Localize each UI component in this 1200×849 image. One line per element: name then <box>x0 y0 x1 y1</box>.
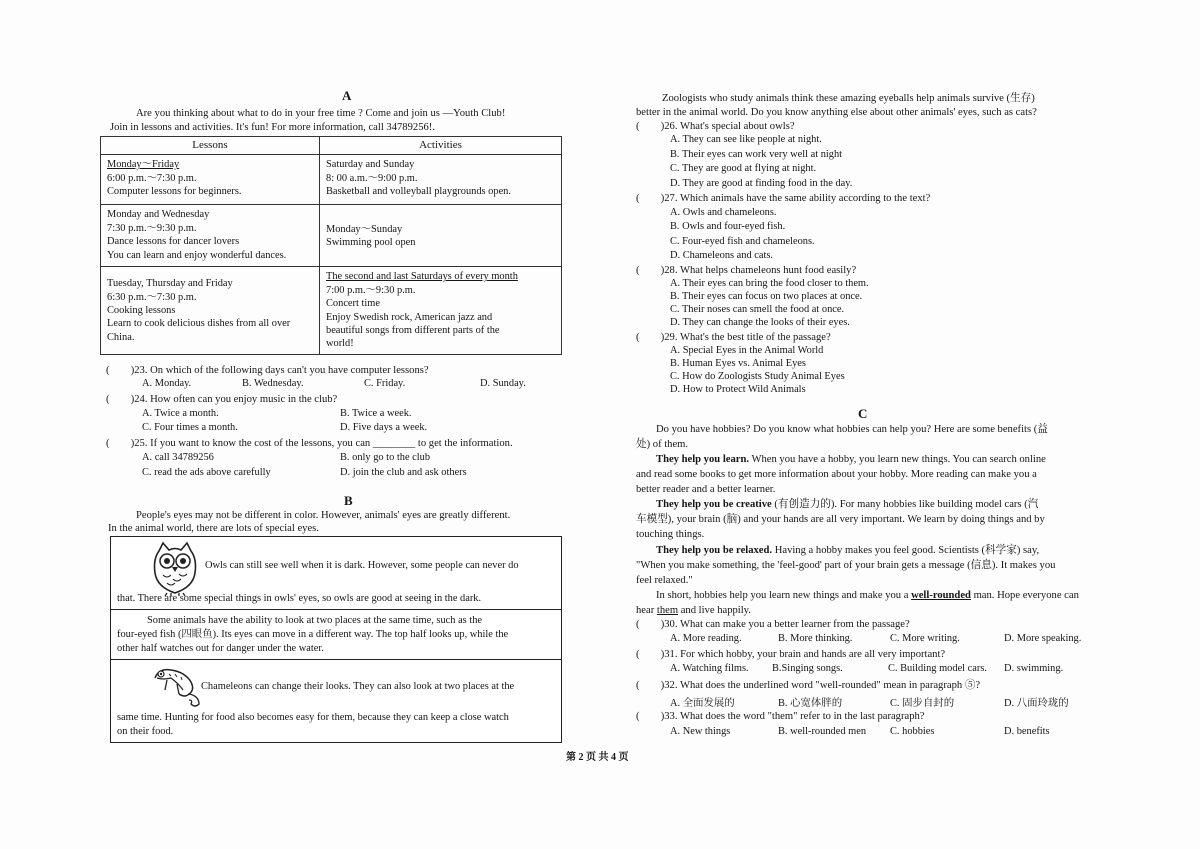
benefit-relaxed-line-3: feel relaxed." <box>636 575 693 586</box>
conclusion-text-d: and live happily. <box>678 605 751 616</box>
well-rounded-word: well-rounded <box>911 590 971 601</box>
benefit-creative-line-3: touching things. <box>636 529 705 540</box>
cell-line: 7:30 p.m.～9:30 p.m. <box>107 222 197 234</box>
cell-line: Dance lessons for dancer lovers <box>107 236 240 248</box>
section-a-intro-1: Are you thinking about what to do in your free time ? Come and join us —Youth Club! <box>136 108 506 119</box>
benefit-learn-line-3: better reader and a better learner. <box>636 484 776 495</box>
conclusion-text-c: hear <box>636 605 657 616</box>
q30-option-a[interactable]: A. More reading. <box>670 633 742 644</box>
q31-option-c[interactable]: C. Building model cars. <box>888 663 987 674</box>
q31-option-d[interactable]: D. swimming. <box>1004 663 1064 674</box>
zoologist-line-1: Zoologists who study animals think these amazing eyeballs help animals survive (生存) <box>662 93 1035 104</box>
q27-option-b[interactable]: B. Owls and four-eyed fish. <box>670 221 786 232</box>
q29-option-a[interactable]: A. Special Eyes in the Animal World <box>670 345 824 356</box>
q27-option-d[interactable]: D. Chameleons and cats. <box>670 250 774 261</box>
cell-line: Basketball and volleyball playgrounds open. <box>326 186 511 198</box>
club-schedule-table <box>100 136 562 355</box>
section-a-heading: A <box>342 88 352 103</box>
section-c-heading: C <box>858 406 868 421</box>
section-b-intro-1: People's eyes may not be different in color. However, animals' eyes are greatly different. <box>136 510 511 521</box>
q32-option-c[interactable]: C. 固步自封的 <box>890 698 955 709</box>
conclusion-text-a: In short, hobbies help you learn new things and make you a <box>656 590 912 601</box>
benefit-creative-text: (有创造力的). For many hobbies like building model cars (汽 <box>771 499 1039 510</box>
q30-option-c[interactable]: C. More writing. <box>890 633 960 644</box>
owl-text-line-1: Owls can still see well when it is dark. However, some people can never do <box>205 560 519 571</box>
q27-option-a[interactable]: A. Owls and chameleons. <box>670 207 777 218</box>
question-25-stem: ( )25. If you want to know the cost of the lessons, you can ________ to get the information. <box>106 438 513 449</box>
q25-option-d[interactable]: D. join the club and ask others <box>340 467 467 478</box>
zoologist-line-2: better in the animal world. Do you know anything else about other animals' eyes, such as cats? <box>636 107 1037 118</box>
cell-line: Monday～Friday <box>107 159 180 171</box>
q24-option-d[interactable]: D. Five days a week. <box>340 422 428 433</box>
section-b-heading: B <box>344 493 353 508</box>
q24-option-b[interactable]: B. Twice a week. <box>340 408 412 419</box>
question-24-stem: ( )24. How often can you enjoy music in the club? <box>106 394 338 405</box>
q30-option-b[interactable]: B. More thinking. <box>778 633 853 644</box>
q23-option-c[interactable]: C. Friday. <box>364 378 406 389</box>
cell-line: world! <box>326 338 354 350</box>
q24-option-a[interactable]: A. Twice a month. <box>142 408 219 419</box>
q33-option-b[interactable]: B. well-rounded men <box>778 726 867 737</box>
question-32-stem: ( )32. What does the underlined word "well-rounded" mean in paragraph ⑤? <box>636 680 981 691</box>
lesson-cell <box>101 155 320 205</box>
page-number: 第 2 页 共 4 页 <box>566 752 629 763</box>
owl-text-line-2: that. There are some special things in owls' eyes, so owls are good at seeing in the dark. <box>117 593 482 604</box>
conclusion-line-1 <box>656 589 1079 603</box>
q23-option-d[interactable]: D. Sunday. <box>480 378 526 389</box>
q33-option-d[interactable]: D. benefits <box>1004 726 1050 737</box>
table-row <box>101 205 562 267</box>
cell-line: 6:00 p.m.～7:30 p.m. <box>107 172 197 184</box>
q23-option-a[interactable]: A. Monday. <box>142 378 192 389</box>
lesson-cell <box>101 267 320 354</box>
benefit-creative-title: They help you be creative <box>656 499 772 510</box>
q25-option-a[interactable]: A. call 34789256 <box>142 452 214 463</box>
benefit-relaxed-line-1 <box>656 544 1039 558</box>
cell-line: Monday and Wednesday <box>107 209 210 221</box>
question-28-stem: ( )28. What helps chameleons hunt food easily? <box>636 265 857 276</box>
activity-cell <box>320 155 562 205</box>
q32-option-b[interactable]: B. 心宽体胖的 <box>778 698 843 709</box>
q32-option-a[interactable]: A. 全面发展的 <box>670 698 735 709</box>
cell-line: You can learn and enjoy wonderful dances. <box>107 249 287 261</box>
cell-line: Saturday and Sunday <box>326 159 415 171</box>
cell-line: Concert time <box>326 298 380 310</box>
fish-text-line-1: Some animals have the ability to look at two places at the same time, such as the <box>147 615 483 626</box>
q31-option-a[interactable]: A. Watching films. <box>670 663 749 674</box>
cell-line: 7:00 p.m.～9:30 p.m. <box>326 284 416 296</box>
q25-option-c[interactable]: C. read the ads above carefully <box>142 467 271 478</box>
table-header-row <box>101 137 562 155</box>
section-c-intro-1: Do you have hobbies? Do you know what hobbies can help you? Here are some benefits (益 <box>656 424 1048 435</box>
q29-option-b[interactable]: B. Human Eyes vs. Animal Eyes <box>670 358 806 369</box>
section-a-intro-2: Join in lessons and activities. It's fun! For more information, call 34789256!. <box>110 122 435 133</box>
benefit-relaxed-title: They help you be relaxed. <box>656 545 773 556</box>
question-33-stem: ( )33. What does the word "them" refer to in the last paragraph? <box>636 711 925 722</box>
fish-eye-box <box>110 609 562 661</box>
chameleon-text-line-2: same time. Hunting for food also becomes easy for them, because they can keep a close watch <box>117 712 509 723</box>
q26-option-d[interactable]: D. They are good at finding food in the day. <box>670 178 853 189</box>
cell-line: Enjoy Swedish rock, American jazz and <box>326 311 493 323</box>
benefit-learn-line-2: and read some books to get more information about your hobby. More reading can make you a <box>636 469 1037 480</box>
table-row <box>101 155 562 205</box>
owl-eye-box <box>110 536 562 611</box>
benefit-relaxed-line-2: "When you make something, the 'feel-good' part of your brain gets a message (信息). It makes you <box>636 560 1056 571</box>
chameleon-text-line-3: on their food. <box>117 726 174 737</box>
section-c-intro-2: 处) of them. <box>636 439 689 450</box>
benefit-creative-line-1 <box>656 498 1038 512</box>
cell-line: Learn to cook delicious dishes from all over <box>107 318 291 330</box>
q26-option-a[interactable]: A. They can see like people at night. <box>670 134 822 145</box>
conclusion-text-b: man. Hope everyone can <box>970 590 1079 601</box>
benefit-creative-line-2: 车模型), your brain (脑) and your hands are all very important. We learn by doing things and by <box>636 514 1045 525</box>
lessons-header: Lessons <box>101 137 320 155</box>
benefit-learn-line-1 <box>656 453 1046 467</box>
q24-option-c[interactable]: C. Four times a month. <box>142 422 238 433</box>
q31-option-b[interactable]: B.Singing songs. <box>772 663 843 674</box>
benefit-learn-text: When you have a hobby, you learn new things. You can search online <box>749 454 1046 465</box>
q28-option-d[interactable]: D. They can change the looks of their eyes. <box>670 317 850 328</box>
q28-option-a[interactable]: A. Their eyes can bring the food closer to them. <box>670 278 869 289</box>
q25-option-b[interactable]: B. only go to the club <box>340 452 431 463</box>
cell-line: beautiful songs from different parts of the <box>326 325 500 337</box>
chameleon-eye-box <box>110 659 562 743</box>
table-row <box>101 267 562 354</box>
q29-option-d[interactable]: D. How to Protect Wild Animals <box>670 384 806 395</box>
activity-cell <box>320 267 562 354</box>
cell-line: Monday～Sunday <box>326 223 403 235</box>
fish-text-line-2: four-eyed fish (四眼鱼). Its eyes can move in a different way. The top half looks up, while the <box>117 629 509 640</box>
question-26-stem: ( )26. What's special about owls? <box>636 121 795 132</box>
question-30-stem: ( )30. What can make you a better learner from the passage? <box>636 619 910 630</box>
q29-option-c[interactable]: C. How do Zoologists Study Animal Eyes <box>670 371 845 382</box>
question-23-stem: ( )23. On which of the following days can't you have computer lessons? <box>106 365 429 376</box>
q33-option-a[interactable]: A. New things <box>670 726 731 737</box>
q30-option-d[interactable]: D. More speaking. <box>1004 633 1082 644</box>
cell-line: Cooking lessons <box>107 304 176 316</box>
cell-line: Tuesday, Thursday and Friday <box>107 278 233 290</box>
chameleon-icon <box>149 664 205 708</box>
activities-header: Activities <box>320 137 562 155</box>
cell-line: Computer lessons for beginners. <box>107 186 242 198</box>
question-29-stem: ( )29. What's the best title of the passage? <box>636 332 831 343</box>
q26-option-b[interactable]: B. Their eyes can work very well at night <box>670 149 843 160</box>
fish-text-line-3: other half watches out for danger under the water. <box>117 643 324 654</box>
benefit-relaxed-text: Having a hobby makes you feel good. Scientists (科学家) say, <box>772 545 1040 556</box>
q23-option-b[interactable]: B. Wednesday. <box>242 378 304 389</box>
them-word: them <box>656 605 679 616</box>
q27-option-c[interactable]: C. Four-eyed fish and chameleons. <box>670 236 815 247</box>
lesson-cell <box>101 205 320 267</box>
question-31-stem: ( )31. For which hobby, your brain and hands are all very important? <box>636 649 946 660</box>
cell-line: China. <box>107 331 135 343</box>
q26-option-c[interactable]: C. They are good at flying at night. <box>670 163 817 174</box>
cell-line: Swimming pool open <box>326 236 416 248</box>
activity-cell <box>320 205 562 267</box>
question-27-stem: ( )27. Which animals have the same ability according to the text? <box>636 193 931 204</box>
benefit-learn-title: They help you learn. <box>656 454 750 465</box>
cell-line: 8: 00 a.m.～9:00 p.m. <box>326 172 418 184</box>
conclusion-line-2 <box>636 604 751 618</box>
q28-option-b[interactable]: B. Their eyes can focus on two places at once. <box>670 291 863 302</box>
q28-option-c[interactable]: C. Their noses can smell the food at once. <box>670 304 845 315</box>
q33-option-c[interactable]: C. hobbies <box>890 726 935 737</box>
q32-option-d[interactable]: D. 八面玲珑的 <box>1004 698 1069 709</box>
cell-line: The second and last Saturdays of every month <box>326 271 518 283</box>
chameleon-text-line-1: Chameleons can change their looks. They can also look at two places at the <box>201 681 515 692</box>
owl-icon <box>147 541 203 597</box>
section-b-intro-2: In the animal world, there are lots of special eyes. <box>108 523 319 534</box>
cell-line: 6:30 p.m.～7:30 p.m. <box>107 291 197 303</box>
